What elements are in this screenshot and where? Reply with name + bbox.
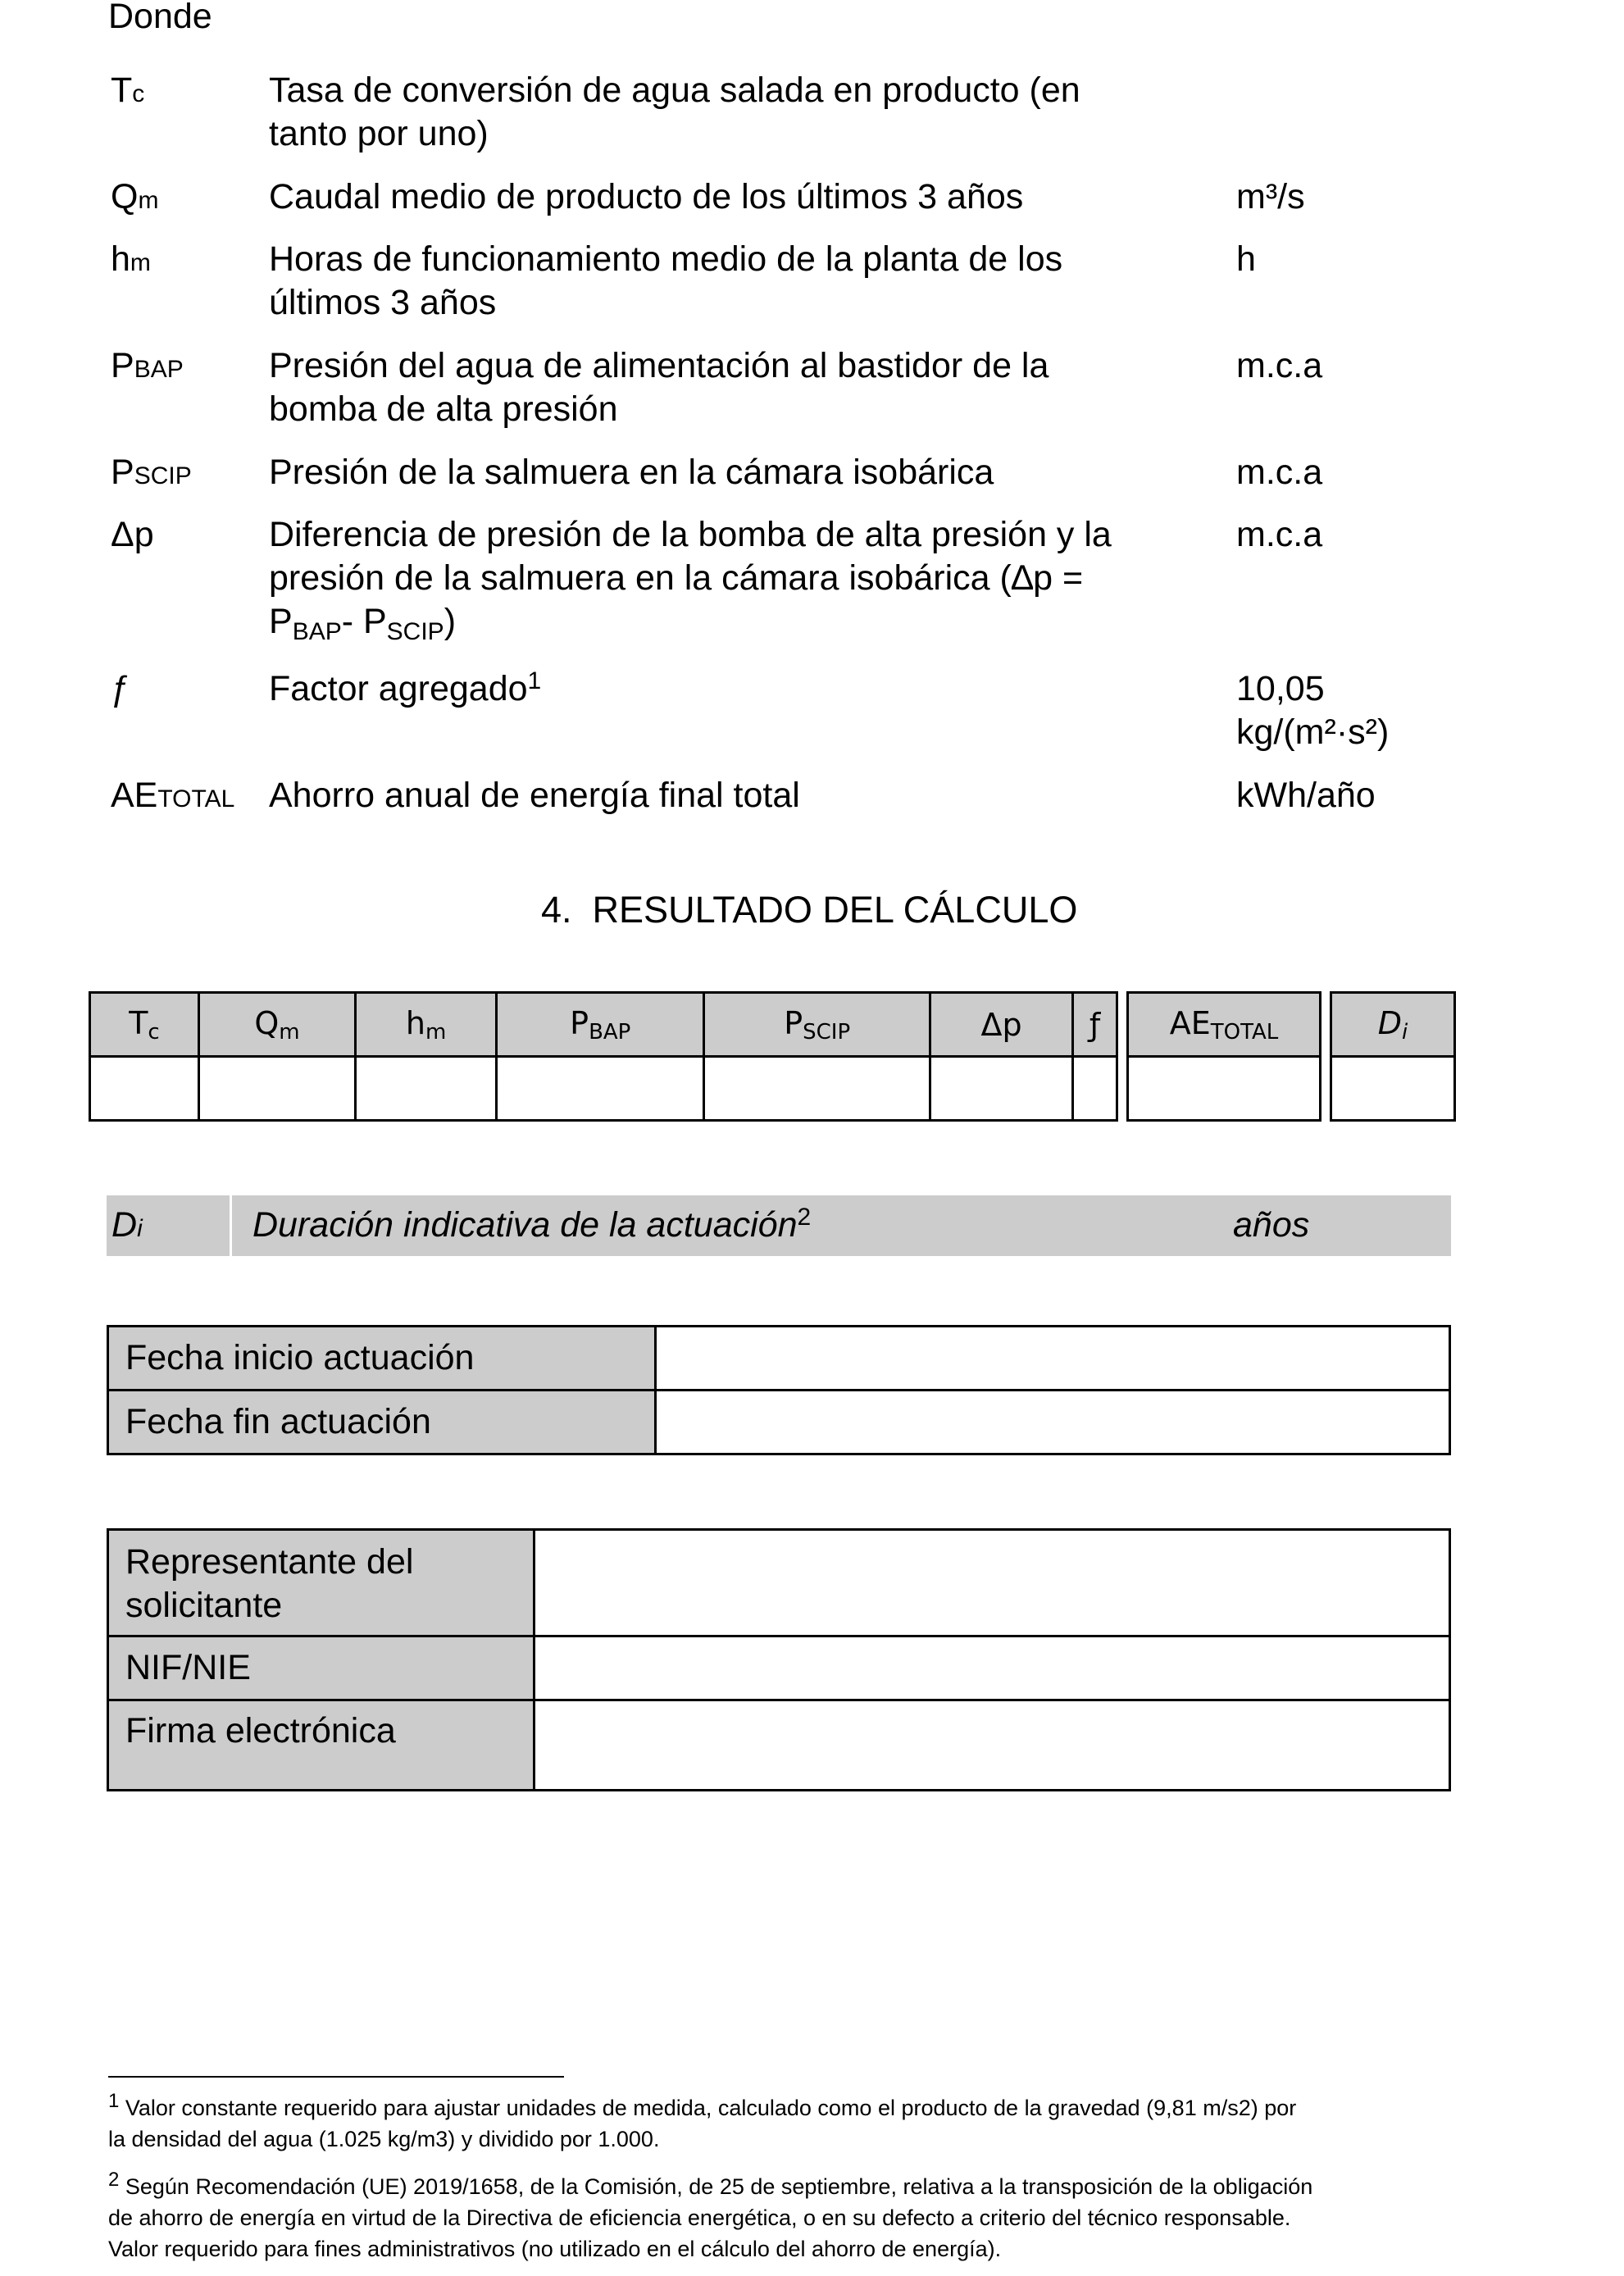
definition-description: Caudal medio de producto de los últimos 3 años [269, 177, 1024, 216]
definition-symbol: hm [111, 239, 151, 279]
section-heading: 4. RESULTADO DEL CÁLCULO [541, 889, 1078, 931]
end-date-field[interactable] [656, 1391, 1450, 1454]
calc-header-di: Di [1331, 993, 1455, 1057]
duration-unit: años [1233, 1205, 1310, 1245]
definition-symbol: Δp [111, 515, 154, 554]
footnote-separator [108, 2076, 564, 2078]
start-date-field[interactable] [656, 1327, 1450, 1391]
definition-description: Tasa de conversión de agua salada en producto (en tanto por uno) [269, 71, 1080, 153]
definition-unit: h [1236, 239, 1256, 279]
definition-unit: kWh/año [1236, 776, 1376, 815]
duration-label: Duración indicativa de la actuación$^2$ [252, 1204, 812, 1245]
nif-label: NIF/NIE [108, 1636, 535, 1700]
calc-value-di[interactable] [1331, 1057, 1455, 1121]
calc-value-deltap[interactable] [930, 1057, 1072, 1121]
calc-header-pscip: PSCIP [704, 993, 930, 1057]
calc-value-pscip[interactable] [704, 1057, 930, 1121]
definition-symbol: PSCIP [111, 453, 192, 492]
representative-field[interactable] [535, 1530, 1450, 1636]
representative-label: Representante del solicitante [108, 1530, 535, 1636]
definition-unit: m.c.a [1236, 515, 1323, 554]
definition-description: Diferencia de presión de la bomba de alta presión y la presión de la salmuera en la cámara isobárica (∆p = $P_{BAP}-$ $P_{SCIP}$) [269, 515, 1112, 645]
calc-value-pbap[interactable] [497, 1057, 704, 1121]
definition-unit: m.c.a [1236, 346, 1323, 385]
calc-value-hm[interactable] [356, 1057, 497, 1121]
definition-unit: m³/s [1236, 177, 1305, 216]
definition-symbol: Tc [111, 71, 145, 110]
footnote-ref: 1 [527, 667, 542, 694]
start-date-label: Fecha inicio actuación [108, 1327, 656, 1391]
end-date-label: Fecha fin actuación [108, 1391, 656, 1454]
calc-header-aetotal: AETOTAL [1128, 993, 1321, 1057]
delta-formula-line: $P_{BAP}-$ $P_{SCIP}$) [269, 602, 457, 645]
definition-unit: 10,05 kg/(m²·s²) [1236, 669, 1390, 752]
signature-field[interactable] [535, 1700, 1450, 1791]
calc-table-ae [1126, 991, 1321, 1122]
calc-value-qm[interactable] [198, 1057, 355, 1121]
footnote-1: $^1$ Valor constante requerido para ajustar unidades de medida, calculado como el producto de la gravedad (9,81 m/s2) por la densidad del agua (1.025 kg/m3) y dividido por 1.000. [108, 2090, 1297, 2151]
footnote-2: $^2$ Según Recomendación (UE) 2019/1658, de la Comisión, de 25 de septiembre, relativa a la transposición de la obligación de ahorro de energía en virtud de la Directiva de eficiencia energética, o en su defecto a criterio del técnico responsable. Valor requerido para fines administrativos (no utilizado en el cálculo del ahorro de energía). [108, 2169, 1313, 2261]
dates-table [107, 1325, 1451, 1455]
nif-field[interactable] [535, 1636, 1450, 1700]
calc-value-f[interactable] [1073, 1057, 1117, 1121]
definition-description: Presión del agua de alimentación al bastidor de la bomba de alta presión [269, 346, 1049, 429]
definition-symbol: Qm [111, 177, 159, 216]
definition-symbol: PBAP [111, 346, 184, 385]
calc-table-di [1330, 991, 1456, 1122]
duration-divider [230, 1195, 232, 1256]
calc-table [89, 991, 1118, 1122]
calc-header-qm: Qm [198, 993, 355, 1057]
intro-text: Donde [108, 0, 212, 36]
definition-description: Horas de funcionamiento medio de la planta de los últimos 3 años [269, 239, 1063, 322]
duration-symbol: Di [111, 1205, 143, 1245]
calc-header-hm: hm [356, 993, 497, 1057]
definition-description: Factor agregado$^1$ [269, 667, 542, 708]
definition-unit: m.c.a [1236, 453, 1323, 492]
calc-header-deltap: Δp [930, 993, 1072, 1057]
duration-row [107, 1195, 1451, 1256]
definition-symbol: ƒ [111, 669, 130, 708]
calc-value-aetotal[interactable] [1128, 1057, 1321, 1121]
signature-label: Firma electrónica [108, 1700, 535, 1791]
definition-description: Ahorro anual de energía final total [269, 776, 800, 815]
definition-symbol: AETOTAL [111, 776, 235, 815]
calc-header-pbap: PBAP [497, 993, 704, 1057]
calc-value-tc[interactable] [90, 1057, 199, 1121]
signature-table [107, 1528, 1451, 1791]
definition-description: Presión de la salmuera en la cámara isobárica [269, 453, 994, 492]
calc-header-f: ƒ [1073, 993, 1117, 1057]
calc-header-tc: Tc [90, 993, 199, 1057]
